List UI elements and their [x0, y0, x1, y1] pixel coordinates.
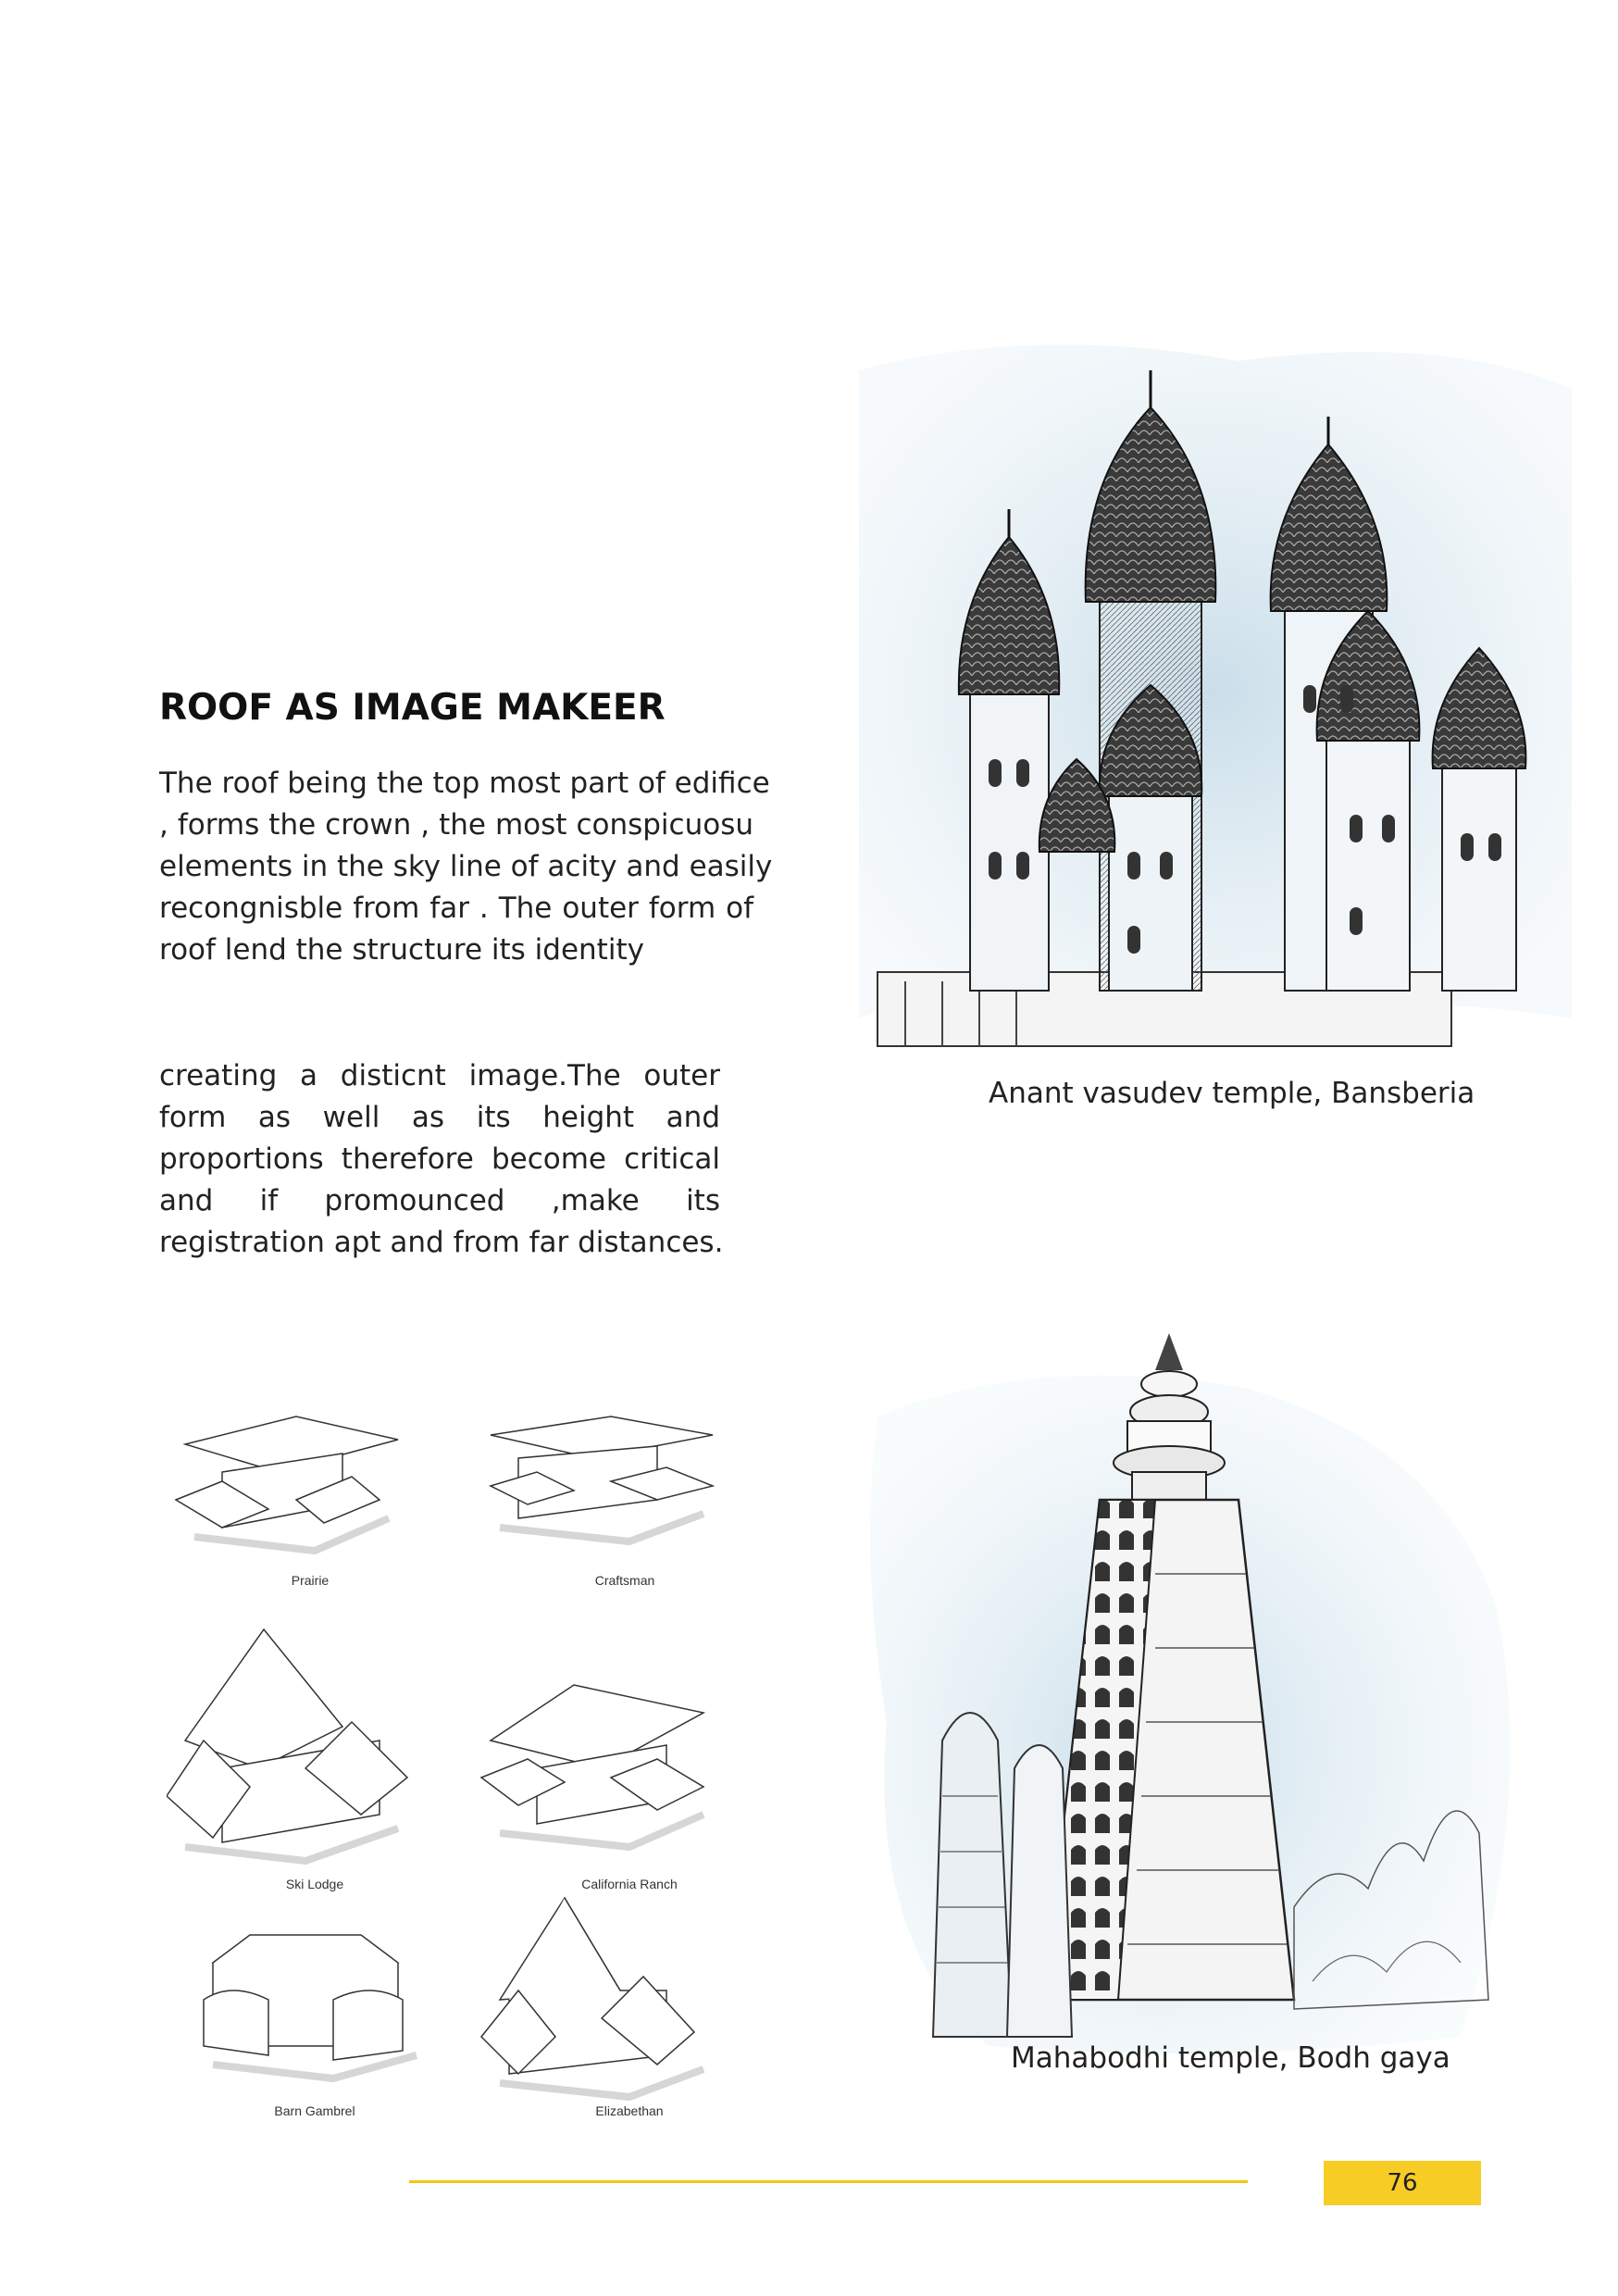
roof-ski-lodge-drawing [167, 1629, 407, 1861]
paragraph-line: The roof being the top most part of edifice [159, 767, 770, 800]
paragraph-line: and if promounced ,make its [159, 1184, 720, 1217]
paragraph-line: recongnisble from far . The outer form of [159, 892, 753, 925]
paragraph-line: proportions therefore become critical [159, 1142, 720, 1176]
page-number: 76 [1387, 2169, 1418, 2197]
temple1-caption: Anant vasudev temple, Bansberia [989, 1077, 1475, 1110]
temple2-caption: Mahabodhi temple, Bodh gaya [1011, 2041, 1450, 2075]
roof-prairie-drawing [176, 1416, 398, 1551]
roof-label-craftsman: Craftsman [594, 1573, 655, 1588]
intro-paragraph [159, 763, 773, 971]
paragraph-line: form as well as its height and [159, 1101, 720, 1134]
roof-label-prairie: Prairie [291, 1573, 330, 1588]
page-number-badge [1324, 2161, 1481, 2205]
mahabodhi-temple-sketch [850, 1333, 1535, 2065]
roof-label-elizabethan: Elizabethan [595, 2103, 664, 2118]
paragraph-line: registration apt and from far distances. [159, 1226, 724, 1259]
paragraph-line: creating a disticnt image.The outer [159, 1059, 720, 1092]
roof-label-ski-lodge: Ski Lodge [285, 1877, 344, 1891]
paragraph-line: roof lend the structure its identity [159, 933, 644, 967]
paragraph-line: elements in the sky line of acity and easily [159, 850, 773, 883]
roof-label-barn-gambrel: Barn Gambrel [274, 2103, 355, 2118]
section-heading: ROOF AS IMAGE MAKEER [159, 687, 666, 729]
footer-rule [409, 2180, 1248, 2183]
roof-craftsman-drawing [491, 1416, 713, 1541]
roof-label-california-ranch: California Ranch [581, 1877, 678, 1891]
roof-california-ranch-drawing [481, 1685, 703, 1847]
second-paragraph [159, 1055, 724, 1264]
anant-vasudev-temple-sketch [850, 333, 1581, 1052]
roof-styles-diagram [167, 1389, 796, 2120]
paragraph-line: , forms the crown , the most conspicuosu [159, 808, 753, 842]
roof-elizabethan-drawing [481, 1898, 703, 2097]
roof-barn-gambrel-drawing [204, 1935, 417, 2078]
